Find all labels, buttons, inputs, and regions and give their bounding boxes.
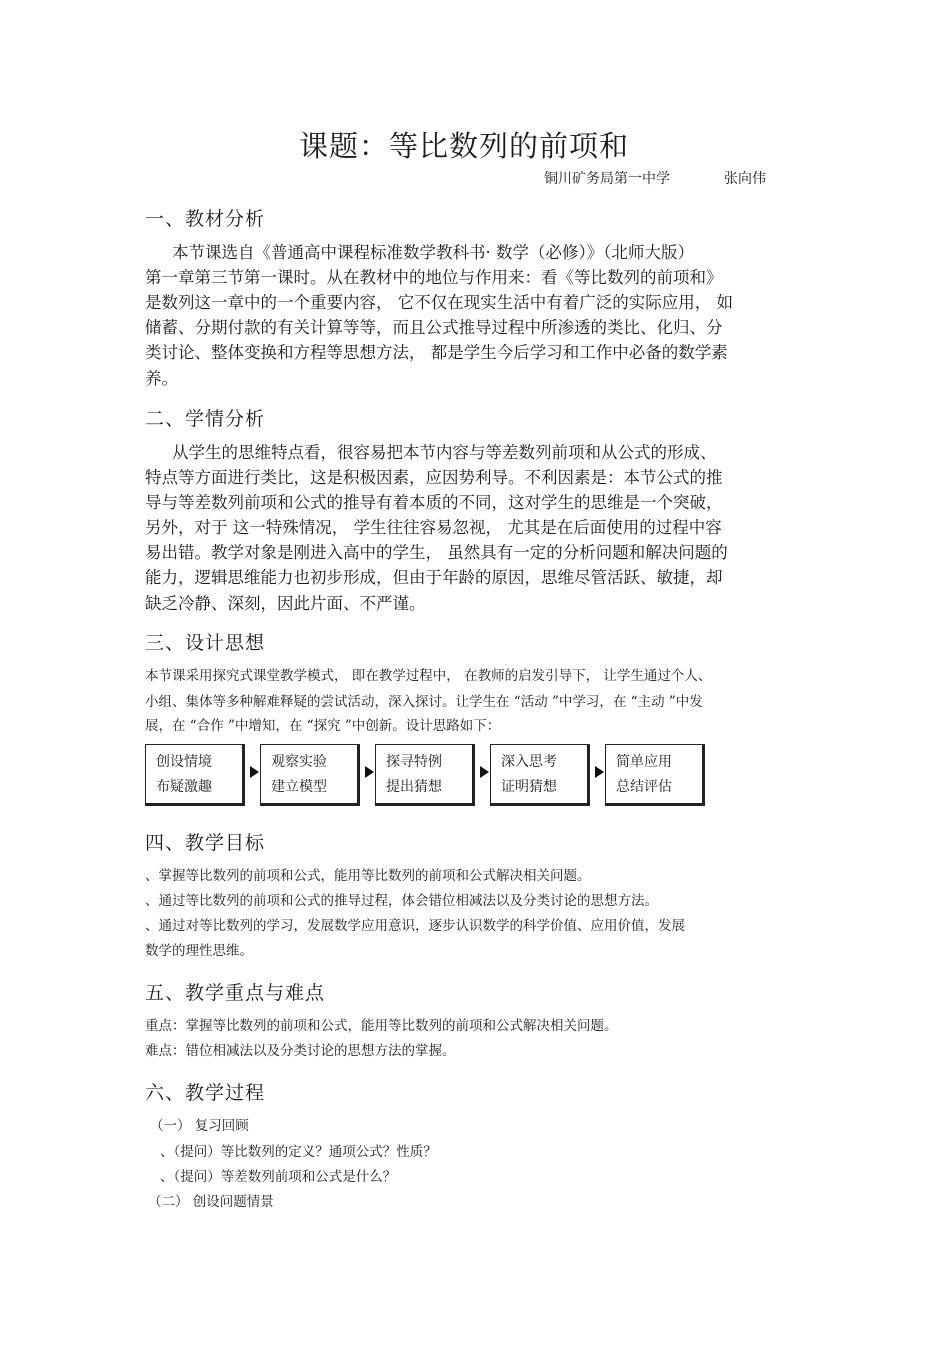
paragraph-line: 导与等差数列前项和公式的推导有着本质的不同，这对学生的思维是一个突破， [145,493,723,512]
flow-step-line: 提出猜想 [386,779,442,795]
paragraph-line: 展，在 “合作 ”中增知，在 “探究 ”中创新。设计思路如下： [145,718,501,734]
paragraph-line: 、通过等比数列的前项和公式的推导过程，体会错位相减法以及分类讨论的思想方法。 [145,893,658,909]
flow-arrow-icon [250,766,259,778]
paragraph-line: （二） 创设问题情景 [148,1194,274,1210]
flow-step [375,744,475,806]
flow-step [490,744,590,806]
paragraph-line: 储蓄、分期付款的有关计算等等，而且公式推导过程中所渗透的类比、化归、分 [145,318,723,337]
paragraph-line: 类讨论、整体变换和方程等思想方法， 都是学生今后学习和工作中必备的数学素 [145,343,728,362]
flow-step [260,744,360,806]
paragraph-line: 小组、集体等多种解难释疑的尝试活动，深入探讨。让学生在 “活动 ”中学习，在 “主动 ”中发 [145,694,703,710]
section-heading-textbook-analysis: 一、教材分析 [145,208,266,230]
flow-step-line: 建立模型 [271,779,327,795]
flow-step-line: 布疑激趣 [156,779,212,795]
flow-step-line: 证明猜想 [501,779,557,795]
flow-step [145,744,245,806]
paragraph-line: 重点：掌握等比数列的前项和公式，能用等比数列的前项和公式解决相关问题。 [145,1018,618,1034]
paragraph-line: 数学的理性思维。 [145,943,253,959]
flow-step-line: 总结评估 [616,779,672,795]
flow-step [605,744,705,806]
paragraph-line: 难点：错位相减法以及分类讨论的思想方法的掌握。 [145,1043,456,1059]
paragraph-line: 另外，对于 这一特殊情况， 学生往往容易忽视， 尤其是在后面使用的过程中容 [145,518,722,537]
flow-arrow-icon [480,766,489,778]
paragraph-line: 本节课采用探究式课堂教学模式， 即在教学过程中， 在教师的启发引导下， 让学生通过个人、 [145,668,712,684]
paragraph-line: 、通过对等比数列的学习，发展数学应用意识，逐步认识数学的科学价值、应用价值，发展 [145,918,685,934]
author-school: 铜川矿务局第一中学 [544,171,670,187]
paragraph-line: 缺乏冷静、深刻，因此片面、不严谨。 [145,594,426,613]
section-heading-student-analysis: 二、学情分析 [145,408,266,430]
paragraph-line: 是数列这一章中的一个重要内容， 它不仅在现实生活中有着广泛的实际应用， 如 [145,293,733,312]
paragraph-line: 从学生的思维特点看，很容易把本节内容与等差数列前项和从公式的形成、 [172,443,717,462]
paragraph-line: 、（提问）等比数列的定义？通项公式？性质？ [160,1144,437,1160]
flow-step-line: 观察实验 [271,754,327,770]
flow-arrow-icon [365,766,374,778]
flow-step-line: 简单应用 [616,754,672,770]
paragraph-line: 、（提问）等差数列前项和公式是什么？ [160,1169,397,1185]
paragraph-line: 能力，逻辑思维能力也初步形成，但由于年龄的原因，思维尽管活跃、敏捷，却 [145,568,723,587]
flow-step-line: 深入思考 [501,754,557,770]
paragraph-line: 特点等方面进行类比，这是积极因素，应因势利导。不利因素是：本节公式的推 [145,468,723,487]
paragraph-line: （一） 复习回顾 [150,1118,249,1134]
paragraph-line: 第一章第三节第一课时。从在教材中的地位与作用来：看《等比数列的前项和》 [145,268,723,287]
flow-step-line: 探寻特例 [386,754,442,770]
flow-arrow-icon [595,766,604,778]
paragraph-line: 易出错。教学对象是刚进入高中的学生， 虽然具有一定的分析问题和解决问题的 [145,543,728,562]
section-heading-teaching-process: 六、教学过程 [145,1082,266,1104]
paragraph-line: 养。 [145,369,178,388]
flow-step-line: 创设情境 [156,754,212,770]
section-heading-design-idea: 三、设计思想 [145,632,266,654]
author-name: 张向伟 [724,171,766,187]
section-heading-key-points: 五、教学重点与难点 [145,982,326,1004]
section-heading-teaching-goals: 四、教学目标 [145,832,266,854]
paragraph-line: 本节课选自《普通高中课程标准数学教科书· 数学（必修）》（北师大版） [172,243,694,262]
paragraph-line: 、掌握等比数列的前项和公式，能用等比数列的前项和公式解决相关问题。 [145,868,591,884]
document-title: 课题：等比数列的前项和 [298,129,629,163]
